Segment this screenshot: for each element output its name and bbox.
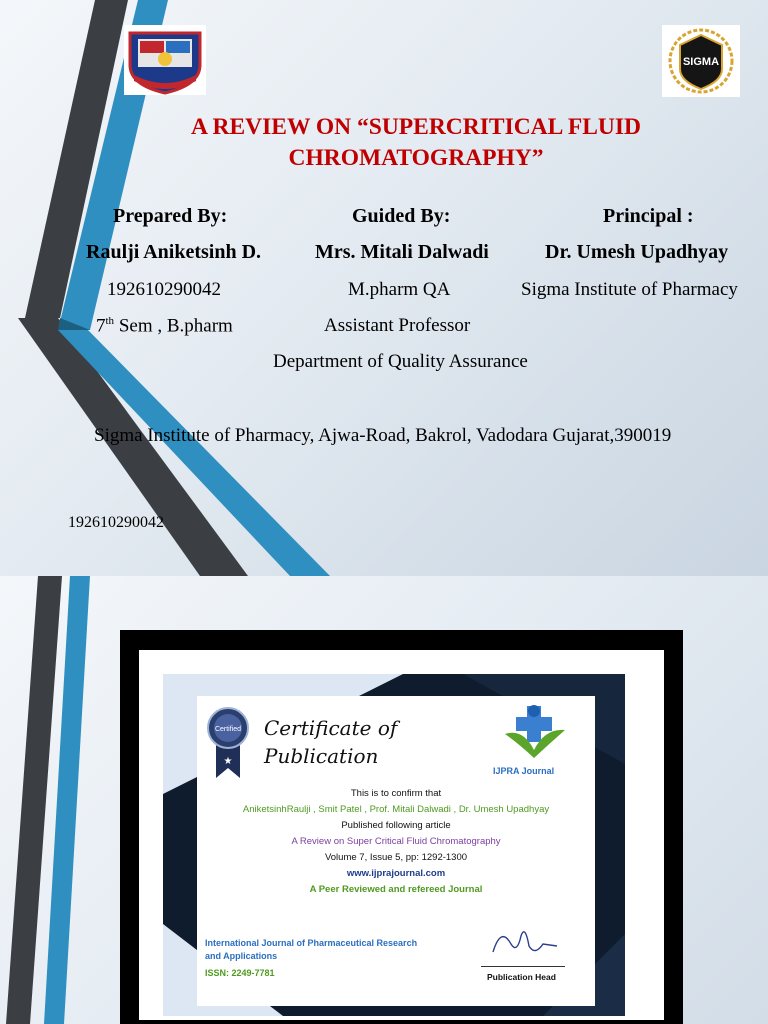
sigma-logo-text: SIGMA bbox=[682, 56, 720, 68]
authors: AniketsinhRaulji , Smit Patel , Prof. Mitali Dalwadi , Dr. Umesh Upadhyay bbox=[242, 804, 550, 815]
student-semester: 7th Sem , B.pharm bbox=[96, 315, 233, 337]
svg-text:Certified: Certified bbox=[214, 726, 242, 733]
peer-reviewed-text: A Peer Reviewed and refereed Journal bbox=[309, 884, 483, 895]
certificate-slide bbox=[0, 576, 768, 1024]
certificate-title-2: Publication bbox=[264, 744, 379, 768]
certificate-frame bbox=[120, 630, 683, 1024]
presentation-title bbox=[80, 112, 752, 174]
certificate bbox=[163, 674, 625, 1016]
journal-name-line-1: International Journal of Pharmaceutical Research bbox=[205, 938, 418, 948]
volume-info: Volume 7, Issue 5, pp: 1292-1300 bbox=[324, 852, 468, 863]
published-text: Published following article bbox=[341, 820, 451, 831]
journal-logo-text: IJPRA Journal bbox=[493, 766, 555, 776]
svg-text:★: ★ bbox=[223, 756, 233, 767]
principal-institute: Sigma Institute of Pharmacy bbox=[521, 279, 738, 300]
sigma-logo bbox=[662, 25, 740, 97]
university-logo bbox=[124, 25, 206, 95]
confirm-text: This is to confirm that bbox=[350, 788, 442, 799]
signature bbox=[487, 922, 561, 962]
title-line-2: CHROMATOGRAPHY” bbox=[288, 145, 544, 171]
journal-logo bbox=[499, 704, 577, 768]
institute-address: Sigma Institute of Pharmacy, Ajwa-Road, Bakrol, Vadodara Gujarat,390019 bbox=[94, 425, 672, 446]
guide-qualification: M.pharm QA bbox=[348, 279, 451, 300]
principal-heading: Principal : bbox=[603, 205, 694, 227]
guide-name: Mrs. Mitali Dalwadi bbox=[315, 241, 489, 263]
journal-name-line-2: and Applications bbox=[205, 951, 278, 961]
issn: ISSN: 2249-7781 bbox=[205, 968, 275, 978]
certificate-title-1: Certificate of bbox=[264, 716, 398, 740]
title-line-1: A REVIEW ON “SUPERCRITICAL FLUID bbox=[190, 114, 642, 140]
department: Department of Quality Assurance bbox=[273, 351, 528, 372]
footer-id: 192610290042 bbox=[68, 514, 164, 531]
frame-mat bbox=[139, 650, 664, 1020]
article-title: A Review on Super Critical Fluid Chromatography bbox=[291, 836, 501, 847]
principal-name: Dr. Umesh Upadhyay bbox=[545, 241, 729, 263]
signature-line bbox=[481, 966, 565, 967]
journal-website: www.ijprajournal.com bbox=[346, 868, 446, 879]
guided-by-heading: Guided By: bbox=[352, 205, 451, 227]
signature-label: Publication Head bbox=[487, 972, 556, 982]
certificate-body bbox=[197, 696, 595, 1006]
certified-badge-icon bbox=[203, 704, 253, 780]
guide-role: Assistant Professor bbox=[324, 315, 471, 336]
student-id: 192610290042 bbox=[107, 279, 221, 300]
prepared-by-heading: Prepared By: bbox=[113, 205, 228, 227]
student-name: Raulji Aniketsinh D. bbox=[86, 241, 262, 263]
